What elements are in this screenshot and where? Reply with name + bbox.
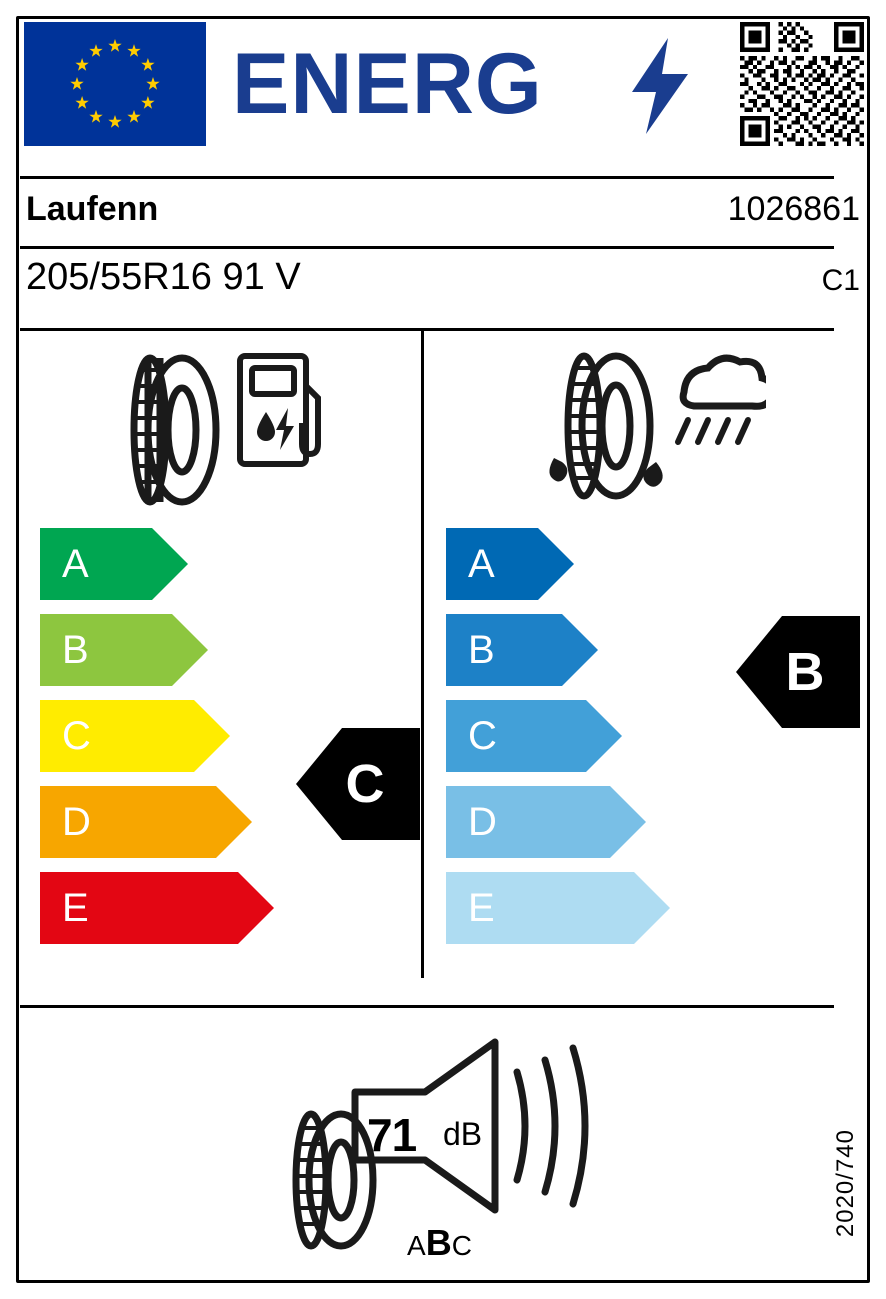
wet-rating-marker <box>736 616 860 728</box>
fuel-grade-a-letter: A <box>62 542 89 586</box>
energy-wordmark: ENERG <box>232 36 543 132</box>
wet-grade-e-letter: E <box>468 886 495 930</box>
wet-grade-a-letter: A <box>468 542 495 586</box>
fuel-pump-icon <box>120 340 330 520</box>
wet-grade-scale <box>426 528 852 958</box>
wet-grade-d-letter: D <box>468 800 497 844</box>
tire-size-row <box>0 246 886 310</box>
qr-code-icon <box>740 22 864 146</box>
wet-grade-a <box>446 528 574 600</box>
grade-row <box>20 614 418 686</box>
fuel-rating-marker <box>296 728 420 840</box>
wet-grade-d <box>446 786 646 858</box>
noise-class-a: A <box>407 1230 426 1261</box>
fuel-efficiency-section <box>20 330 418 985</box>
grade-row <box>426 786 852 858</box>
noise-section <box>255 1030 615 1270</box>
fuel-grade-d-letter: D <box>62 800 91 844</box>
wet-grade-c-letter: C <box>468 714 497 758</box>
section-divider-vertical <box>421 328 424 978</box>
fuel-grade-b-letter: B <box>62 628 89 672</box>
noise-class-scale <box>407 1222 472 1264</box>
fuel-grade-c <box>40 700 230 772</box>
brand-row <box>0 176 886 238</box>
label-header <box>0 0 886 170</box>
wet-grade-c <box>446 700 622 772</box>
grade-row <box>20 872 418 944</box>
wet-grip-section <box>426 330 852 985</box>
wet-grade-b <box>446 614 598 686</box>
model-code: 1026861 <box>727 190 860 228</box>
lightning-bolt-icon <box>630 38 690 134</box>
rain-cloud-icon <box>536 340 766 520</box>
regulation-reference: 2020/740 <box>832 1128 859 1237</box>
grade-row <box>426 528 852 600</box>
grade-row <box>20 528 418 600</box>
eu-flag-icon <box>24 22 206 146</box>
noise-class-c: C <box>451 1230 472 1261</box>
tire-size: 205/55R16 91 V <box>26 256 301 298</box>
fuel-grade-e <box>40 872 274 944</box>
noise-unit: dB <box>443 1116 483 1152</box>
eu-stars <box>24 22 206 146</box>
fuel-grade-b <box>40 614 208 686</box>
brand-name: Laufenn <box>26 190 159 228</box>
noise-value: 71 <box>367 1109 417 1161</box>
tire-class: C1 <box>821 264 860 297</box>
noise-class-b: B <box>425 1222 452 1263</box>
fuel-grade-d <box>40 786 252 858</box>
fuel-grade-a <box>40 528 188 600</box>
wet-rating-letter: B <box>785 642 825 702</box>
wet-grade-e <box>446 872 670 944</box>
wet-grade-b-letter: B <box>468 628 495 672</box>
noise-divider <box>20 1005 834 1008</box>
grade-row <box>426 872 852 944</box>
fuel-rating-letter: C <box>345 754 385 814</box>
fuel-grade-c-letter: C <box>62 714 91 758</box>
fuel-grade-e-letter: E <box>62 886 89 930</box>
